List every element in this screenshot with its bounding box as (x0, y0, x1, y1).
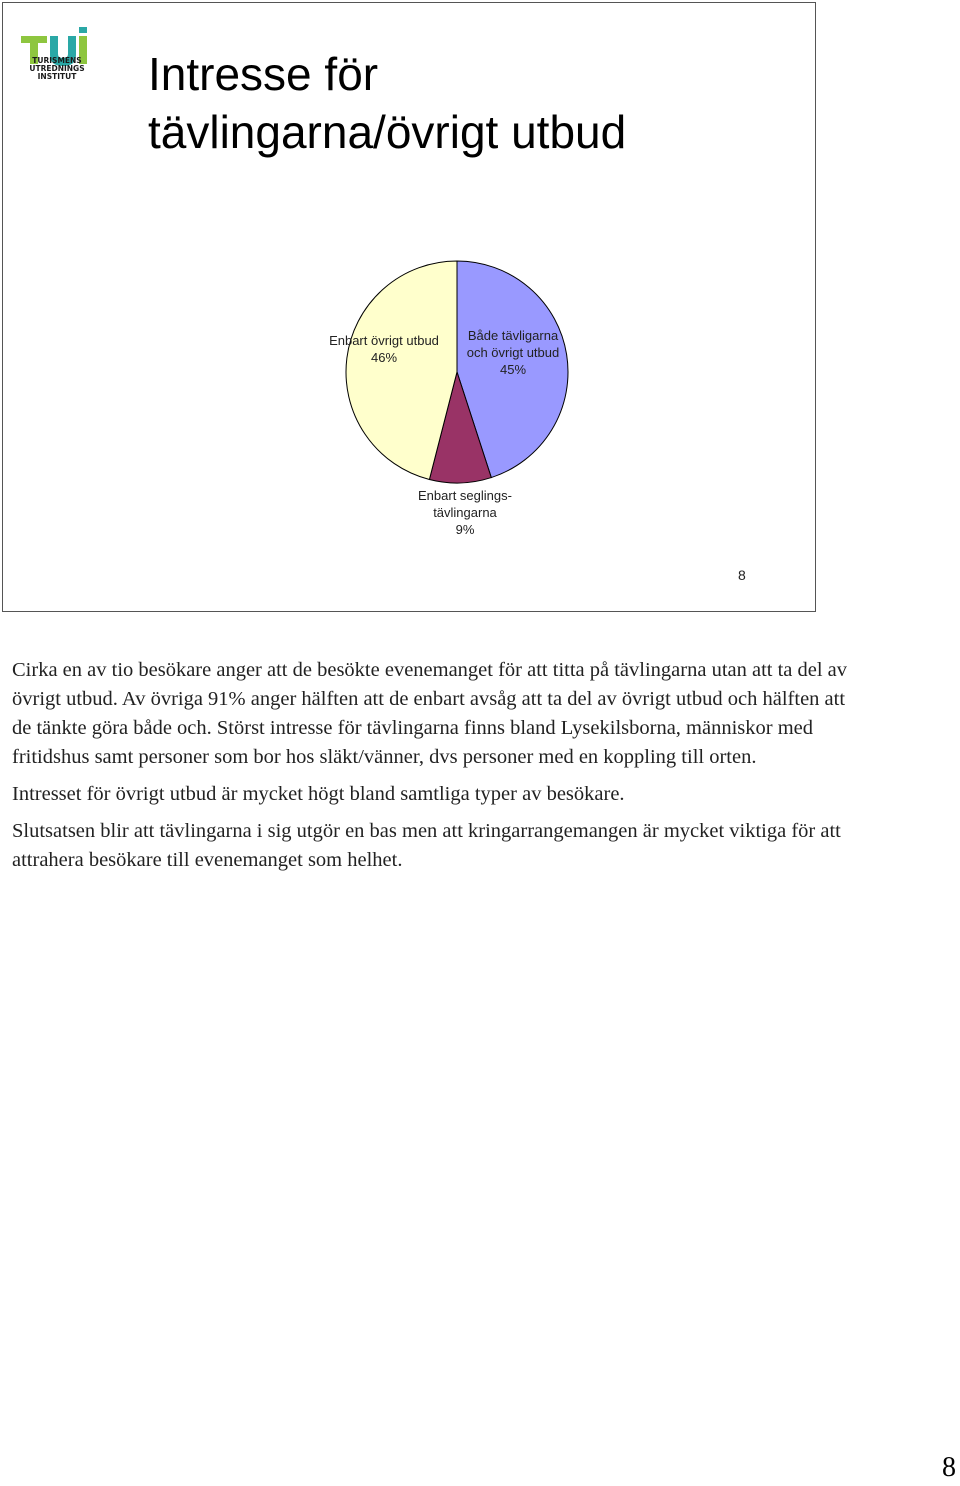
paragraph: Slutsatsen blir att tävlingarna i sig utgör en bas men att kringarrangemangen är mycket viktiga för att attrahera besökare till evenemanget som helhet. (12, 820, 841, 871)
slide-title-line-2: tävlingarna/övrigt utbud (148, 106, 627, 158)
page-number: 8 (942, 1452, 956, 1483)
pie-slices (346, 261, 568, 483)
logo-line-1: TURISMENS (32, 56, 82, 65)
slice-label-sailing-line-2: tävlingarna (433, 505, 497, 520)
paragraph: Cirka en av tio besökare anger att de besökte evenemanget för att titta på tävlingarna utan att ta del av övrigt utbud. Av övriga 91% anger hälften att de enbart avsåg att ta del av övrigt utbud och hälften att de tänkte göra både och. Störst intresse för tävlingarna finns bland Lysekilsborna, människor med fritidshus samt personer som bor hos släkt/vänner, dvs personer med en koppling till orten. (12, 659, 848, 768)
slide-title-line-1: Intresse för (148, 48, 379, 100)
slice-label-other-line-1: Enbart övrigt utbud (329, 333, 439, 348)
slice-label-sailing-line-1: Enbart seglings- (418, 488, 512, 503)
slice-label-both-line-2: och övrigt utbud (466, 345, 560, 360)
slide-number: 8 (738, 567, 746, 583)
slide (2, 2, 816, 612)
slice-label-other-pct: 46% (370, 350, 398, 365)
body-text (12, 656, 852, 883)
slice-label-both-line-1: Både tävligarna (467, 328, 559, 343)
slice-label-sailing-pct: 9% (455, 522, 475, 537)
logo-line-2: UTREDNINGS (29, 64, 85, 73)
logo-line-3: INSTITUT (37, 72, 77, 81)
slice-label-both-pct: 45% (499, 362, 527, 377)
paragraph: Intresset för övrigt utbud är mycket högt bland samtliga typer av besökare. (12, 783, 625, 805)
pie-chart (3, 3, 817, 613)
